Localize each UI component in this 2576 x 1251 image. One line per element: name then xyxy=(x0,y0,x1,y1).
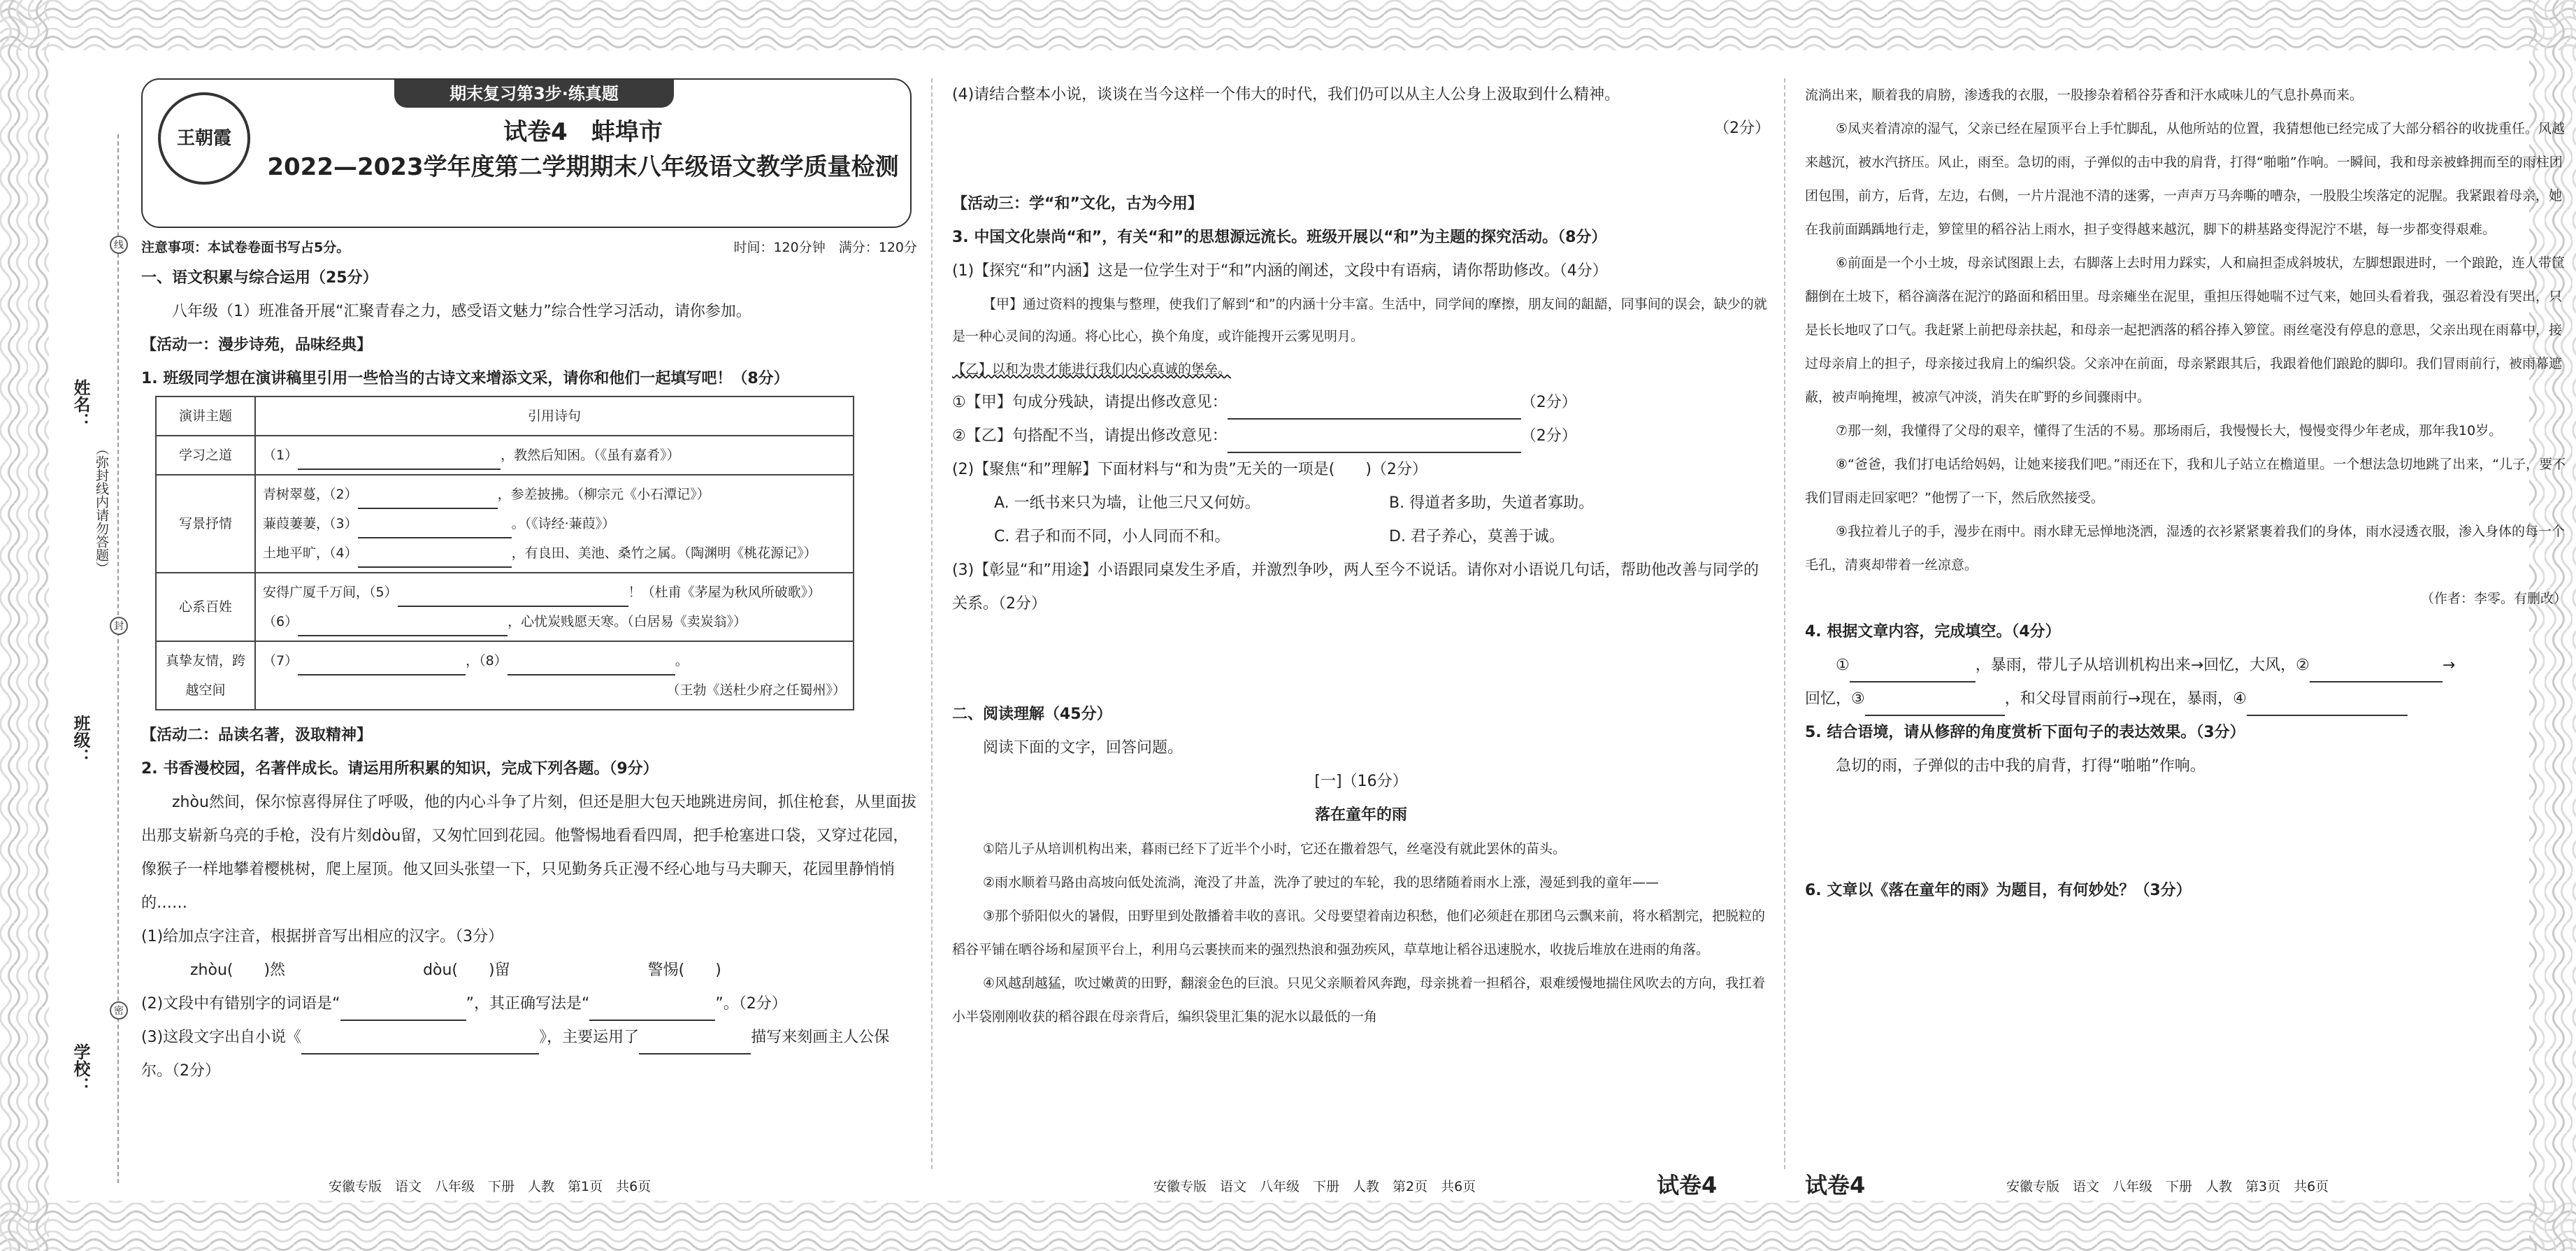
table-head-theme: 演讲主题 xyxy=(156,396,255,436)
table-header-row xyxy=(156,396,854,436)
option-b[interactable]: B. 得道者多助，失道者寡助。 xyxy=(1389,494,1595,512)
notice-left: 注意事项：本试卷卷面书写占5分。 xyxy=(141,240,350,255)
answer-space[interactable] xyxy=(1805,783,2567,874)
seal-mark-mi: 密 xyxy=(110,1001,128,1020)
pinyin-item[interactable]: 警惕( ) xyxy=(647,962,721,979)
answer-blank[interactable] xyxy=(1228,435,1521,453)
passage-jia: 【甲】通过资料的搜集与整理，使我们了解到“和”的内涵十分丰富。生活中，同学间的摩擦，朋友间的龃龉，同事间的误会，缺少的就是一种心灵间的沟通。将心比心，换个角度，或许能搜开云雾见明月。 xyxy=(952,296,1767,344)
poem-text: 安得广厦千万间，（5） xyxy=(263,585,398,600)
passage-yi xyxy=(952,352,1770,386)
answer-blank[interactable] xyxy=(301,1036,539,1055)
exam-number-label: 试卷4 xyxy=(1657,1172,1718,1199)
poem-text: （6） xyxy=(263,614,298,629)
fix-1 xyxy=(952,386,1770,420)
answer-space[interactable] xyxy=(952,145,1770,187)
answer-blank[interactable] xyxy=(358,550,512,568)
question-5-sentence: 急切的雨，子弹似的击中我的肩背，打得“啪啪”作响。 xyxy=(1836,757,2206,775)
answer-blank[interactable] xyxy=(340,1003,466,1021)
notice-right: 时间：120分钟 满分：120分 xyxy=(733,240,917,255)
story-author: （作者：李零。有删改） xyxy=(2420,591,2567,606)
row-theme: 心系百姓 xyxy=(156,573,255,641)
activity-3-heading: 【活动三：学“和”文化，古为今用】 xyxy=(952,195,1203,213)
answer-blank[interactable] xyxy=(2310,664,2442,682)
seal-mark-xian: 线 xyxy=(110,236,128,254)
answer-blank[interactable] xyxy=(398,589,628,607)
publisher-logo: 王朝霞 xyxy=(158,92,250,185)
poem-line xyxy=(263,480,846,509)
poem-table xyxy=(155,396,854,710)
table-row xyxy=(156,436,854,475)
column-divider xyxy=(931,78,933,1169)
poem-text: 。（《诗经·蒹葭》） xyxy=(511,516,616,531)
answer-space[interactable] xyxy=(952,621,1770,698)
poem-line xyxy=(263,509,846,538)
question-3: 3. 中国文化崇尚“和”，有关“和”的思想源远流长。班级开展以“和”为主题的探究活动。（8分） xyxy=(952,229,1607,246)
poem-text: ，有良田、美池、桑竹之属。（陶渊明《桃花源记》） xyxy=(511,545,817,561)
q-text: ，暴雨，带儿子从培训机构出来→回忆，大风，② xyxy=(1975,657,2310,674)
row-theme: 学习之道 xyxy=(156,436,255,475)
page-2-column xyxy=(952,78,1770,1034)
page-2-footer: 安徽专版 语文 八年级 下册 人教 第2页 共6页 xyxy=(1153,1179,1476,1194)
option-c[interactable]: C. 君子和而不同，小人同而不和。 xyxy=(994,528,1230,545)
question-5: 5. 结合语境，请从修辞的角度赏析下面句子的表达效果。（3分） xyxy=(1805,724,2245,741)
pinyin-row xyxy=(141,954,917,987)
q-text: 回忆，③ xyxy=(1805,690,1865,708)
question-2: 2. 书香漫校园，名著伴成长。请运用所积累的知识，完成下列各题。（9分） xyxy=(141,760,659,778)
poem-text: 蒹葭萋萋，（3） xyxy=(263,516,358,531)
question-4-line-1 xyxy=(1805,649,2567,682)
question-4: 4. 根据文章内容，完成填空。（4分） xyxy=(1805,623,2061,641)
q-text: ”。（2分） xyxy=(715,995,787,1013)
page-3-column xyxy=(1805,78,2567,908)
story-para-1: ①陪儿子从培训机构出来，暮雨已经下了近半个小时，它还在撒着怨气，丝毫没有就此罢休的苗头。 xyxy=(983,841,1567,857)
row-poem xyxy=(255,475,854,573)
q-text: (2)文段中有错别字的词语是“ xyxy=(141,995,340,1013)
passage-yi-text: 【乙】以和为贵才能进行我们内心真诚的堡垒。 xyxy=(952,362,1232,377)
answer-blank[interactable] xyxy=(298,452,501,470)
poem-text: 土地平旷，（4） xyxy=(263,545,358,561)
answer-blank[interactable] xyxy=(1850,664,1976,682)
question-2-4: (4)请结合整本小说，谈谈在当今这样一个伟大的时代，我们仍可以从主人公身上汲取到什么精神。 xyxy=(952,86,1620,103)
q-text: ②【乙】句搭配不当，请提出修改意见： xyxy=(952,427,1228,445)
exam-sheet xyxy=(49,50,2567,1201)
q-text: → xyxy=(2442,657,2456,674)
question-2-4-score: （2分） xyxy=(1714,120,1770,137)
binding-line xyxy=(117,134,119,1183)
poem-text: （1） xyxy=(263,448,298,463)
answer-blank[interactable] xyxy=(589,1003,715,1021)
table-row xyxy=(156,475,854,573)
option-d[interactable]: D. 君子养心，莫善于诚。 xyxy=(1389,528,1564,545)
poem-text: ！（杜甫《茅屋为秋风所破歌》） xyxy=(628,585,821,600)
question-3-3: (3)【彰显“和”用途】小语跟同桌发生矛盾，并激烈争吵，两人至今不说话。请你对小语说几句话，帮助他改善与同学的关系。（2分） xyxy=(952,562,1759,613)
options-grid xyxy=(952,487,1770,554)
story-para-7: ⑦那一刻，我懂得了父母的艰辛，懂得了生活的不易。那场雨后，我慢慢长大，慢慢变得少年老成，那年我10岁。 xyxy=(1836,423,2503,438)
q-text: (3)这段文字出自小说《 xyxy=(141,1029,302,1046)
row-poem xyxy=(255,436,854,475)
exam-subtitle: 2022—2023学年度第二学期期末八年级语文教学质量检测 xyxy=(267,153,899,181)
novel-excerpt: zhòu然间，保尔惊喜得屏住了呼吸，他的内心斗争了片刻，但还是胆大包天地跳进房间，抓住枪套，从里面拔出那支崭新乌亮的手枪，没有片刻dòu留，又匆忙回到花园。他警惕地看看四周，把手枪塞进口袋，又穿过花园，像猴子一样地攀着樱桃树，爬上屋顶。他又回头张望一下，只见勤务兵正漫不经心地与马夫聊天，花园里静悄悄的…… xyxy=(141,794,916,912)
poem-line xyxy=(263,607,846,636)
q-text: ① xyxy=(1836,657,1850,674)
poem-line xyxy=(263,538,846,568)
answer-blank[interactable] xyxy=(508,657,675,675)
table-head-poem: 引用诗句 xyxy=(255,396,854,436)
poem-text: 青树翠蔓，（2） xyxy=(263,487,358,502)
review-banner: 期末复习第3步·练真题 xyxy=(394,80,674,108)
q-text: ①【甲】句成分残缺，请提出修改意见： xyxy=(952,394,1228,411)
story-para-6: ⑥前面是一个小土坡，母亲试图跟上去，右脚落上去时用力踩实，人和扁担歪成斜坡状，左脚想跟进时，一个踉跄，连人带筐翻倒在土坡下，稻谷滴落在泥泞的路面和稻田里。母亲瘫坐在泥里，重担压得她喘不过气来，她回头看着我，强忍着没有哭出，只是长长地叹了口气。我赶紧上前把母亲扶起，和母亲一起把洒落的稻谷捧入箩筐。雨丝毫没有停息的意思，父亲出现在雨幕中，接过母亲肩上的担子，母亲接过我肩上的编织袋。父亲冲在前面，母亲紧跟其后，我跟着他们踉跄的脚印。我们冒雨前行，被雨幕遮蔽，被声响掩埋，被凉气冲淡，消失在旷野的乡间骤雨中。 xyxy=(1805,255,2566,405)
school-label: 学校： xyxy=(71,1043,90,1094)
exam-title: 试卷4 蚌埠市 xyxy=(503,118,663,146)
poem-text: ，教然后知困。（《虽有嘉肴》） xyxy=(501,448,680,463)
story-para-4: ④风越刮越猛，吹过嫩黄的田野，翻滚金色的巨浪。只见父亲顺着风奔跑，母亲挑着一担稻谷，艰难缓慢地揣住风吹去的方向，我扛着小半袋刚刚收获的稻谷跟在母亲背后，编织袋里汇集的泥水以最低的一角 xyxy=(952,975,1766,1024)
answer-blank[interactable] xyxy=(1228,401,1521,420)
answer-blank[interactable] xyxy=(1865,698,2005,716)
page-1-footer: 安徽专版 语文 八年级 下册 人教 第1页 共6页 xyxy=(329,1179,652,1194)
page-3-footer: 安徽专版 语文 八年级 下册 人教 第3页 共6页 xyxy=(2006,1179,2329,1194)
question-1: 1. 班级同学想在演讲稿里引用一些恰当的古诗文来增添文采，请你和他们一起填写吧！（8分） xyxy=(141,370,789,387)
question-2-3 xyxy=(141,1021,917,1088)
q-text: ，和父母冒雨前行→现在，暴雨，④ xyxy=(2004,690,2247,708)
poem-line xyxy=(263,578,846,607)
reading-intro: 阅读下面的文字，回答问题。 xyxy=(983,739,1183,757)
poem-text: （7） xyxy=(263,653,298,669)
class-label: 班级： xyxy=(71,715,90,765)
question-4-line-2 xyxy=(1805,682,2567,716)
answer-blank[interactable] xyxy=(298,618,508,636)
answer-blank[interactable] xyxy=(358,520,512,538)
option-a[interactable]: A. 一纸书来只为墙，让他三尺又何妨。 xyxy=(994,494,1260,512)
exam-notice xyxy=(141,234,917,262)
answer-blank[interactable] xyxy=(639,1036,751,1055)
question-2-1: (1)给加点字注音，根据拼音写出相应的汉字。（3分） xyxy=(141,928,504,945)
question-3-1: (1)【探究“和”内涵】这是一位学生对于“和”内涵的阐述，文段中有语病，请你帮助修改。（4分） xyxy=(952,262,1608,280)
section-1-heading: 一、语文积累与综合运用（25分） xyxy=(141,269,378,287)
activity-1-heading: 【活动一：漫步诗苑，品味经典】 xyxy=(141,336,373,354)
question-3-2: (2)【聚焦“和”理解】下面材料与“和为贵”无关的一项是( )（2分） xyxy=(952,461,1427,478)
row-poem xyxy=(255,641,854,710)
answer-blank[interactable] xyxy=(358,491,498,509)
column-divider xyxy=(1784,78,1785,1169)
name-label: 姓名： xyxy=(71,379,90,429)
table-row xyxy=(156,573,854,641)
q-score: （2分） xyxy=(1520,427,1577,445)
pinyin-item[interactable]: zhòu( )然 xyxy=(190,962,286,979)
activity-intro: 八年级（1）班准备开展“汇聚青春之力，感受语文魅力”综合性学习活动，请你参加。 xyxy=(172,303,751,320)
q-text: 描写来刻画主人公保尔。（2分） xyxy=(141,1029,890,1080)
answer-blank[interactable] xyxy=(2247,698,2408,716)
exam-header xyxy=(141,78,912,228)
story-para-3: ③那个骄阳似火的暑假，田野里到处散播着丰收的喜讯。父母要望着南边积愁，他们必须赶在那团乌云飘来前，将水稻割完，把脱粒的稻谷平铺在晒谷场和屋顶平台上，利用乌云裹挟而来的强烈热浪和强劲疾风，草草地让稻谷迅速脱水，收拢后堆放在进雨的角落。 xyxy=(952,908,1766,957)
activity-2-heading: 【活动二：品读名著，汲取精神】 xyxy=(141,727,373,744)
q-text: 》，主要运用了 xyxy=(539,1029,640,1046)
q-score: （2分） xyxy=(1520,394,1577,411)
seal-note: （弥封线内请勿答题） xyxy=(94,442,109,575)
story-para-2: ②雨水顺着马路由高坡向低处流淌，淹没了井盖，洗净了驶过的车轮，我的思绪随着雨水上涨，漫延到我的童年—— xyxy=(983,875,1660,890)
question-2-2 xyxy=(141,987,917,1021)
seal-mark-feng: 封 xyxy=(110,617,128,635)
pinyin-item[interactable]: dòu( )留 xyxy=(423,962,510,979)
answer-blank[interactable] xyxy=(298,657,466,675)
exam-number-label: 试卷4 xyxy=(1805,1172,1866,1199)
poem-line xyxy=(263,646,846,675)
row-theme: 真挚友情，跨越空间 xyxy=(156,641,255,710)
row-theme: 写景抒情 xyxy=(156,475,255,573)
story-para-5: ⑤凤夹着清凉的湿气，父亲已经在屋顶平台上手忙脚乱，从他所站的位置，我猜想他已经完成了大部分稻谷的收拢重任。风越来越沉，被水汽挤压。风止，雨至。急切的雨，子弹似的击中我的肩背，打得“啪啪”作响。一瞬间，我和母亲被蜂拥而至的雨柱团团包围，前方，后背，左边，右侧，一片片混池不清的迷雾，一声声万马奔嘶的嘈杂，一股股尘埃落定的泥腥。我紧跟着母亲，她在我前面踽踽地行走，箩筐里的稻谷沾上雨水，担子变得越来越沉，脚下的耕基路变得泥泞不堪，每一步都变得艰难。 xyxy=(1805,121,2566,237)
row-poem xyxy=(255,573,854,641)
part-1-label: [一]（16分） xyxy=(1314,773,1408,790)
story-title: 落在童年的雨 xyxy=(1314,806,1407,824)
page-1-column xyxy=(141,78,917,1088)
poem-text: 。 xyxy=(675,653,689,669)
story-para-8: ⑧“爸爸，我们打电话给妈妈，让她来接我们吧。”雨还在下，我和儿子站立在檐道里。一个想法急切地跳了出来，“儿子，要不我们冒雨走回家吧？”他愣了一下，然后欣然接受。 xyxy=(1805,457,2566,506)
poem-source: （王勃《送杜少府之任蜀州》） xyxy=(666,682,846,698)
poem-text: ，心忧炭贱愿天寒。（白居易《卖炭翁》） xyxy=(508,614,747,629)
table-row xyxy=(156,641,854,710)
poem-text: ，参差披拂。（柳宗元《小石潭记》） xyxy=(497,487,710,502)
section-2-heading: 二、阅读理解（45分） xyxy=(952,706,1112,723)
fix-2 xyxy=(952,420,1770,453)
question-6: 6. 文章以《落在童年的雨》为题目，有何妙处？（3分） xyxy=(1805,882,2192,899)
q-text: ”，其正确写法是“ xyxy=(466,995,590,1013)
story-para-9: ⑨我拉着儿子的手，漫步在雨中。雨水肆无忌惮地浇洒，湿透的衣衫紧紧裹着我们的身体，雨水浸透衣服，渗入身体的每一个毛孔，清爽却带着一丝凉意。 xyxy=(1805,524,2566,573)
story-para-4-cont: 流淌出来，顺着我的肩膀，渗透我的衣服，一股掺杂着稻谷芬香和汗水咸味儿的气息扑鼻而来。 xyxy=(1805,87,2363,103)
poem-text: ，（8） xyxy=(466,653,508,669)
